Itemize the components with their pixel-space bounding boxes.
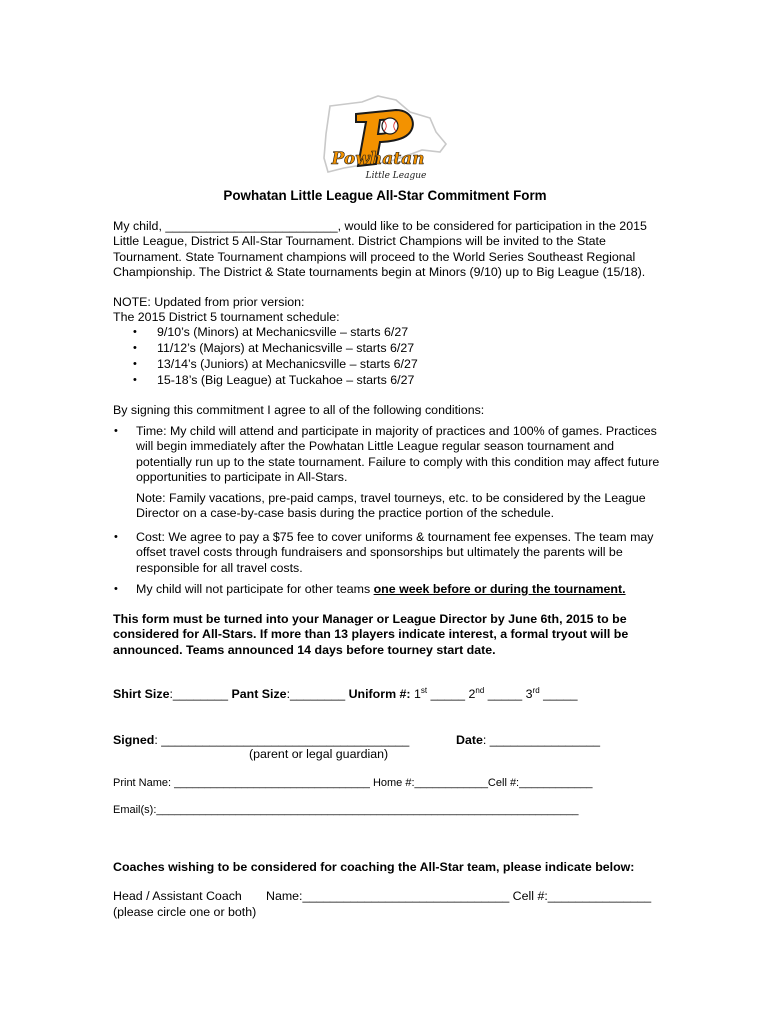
signature-field[interactable]: : ____________________________________ <box>154 733 410 747</box>
schedule-heading: The 2015 District 5 tournament schedule: <box>113 310 340 324</box>
third-choice-label: 3 <box>525 687 533 701</box>
date-line <box>456 733 600 748</box>
intro-paragraph: My child, _________________________, would like to be considered for participation in the 2015 Little League, District 5 All-Star Tournament. District Champions will be invited to the State Tournament. State Tournament champions will proceed to the World Series Southeast Regional Championship. The District & State tournaments begin at Minors (9/10) up to Big League (15/18). <box>113 219 647 280</box>
deadline-notice: This form must be turned into your Manager or League Director by June 6th, 2015 to be considered for All-Stars. If more than 13 players indicate interest, a formal tryout will be announced. Teams announced 14 days before tourney start date. <box>113 612 629 657</box>
coach-name-cell-line[interactable]: Name:______________________________ Cell #:_______________ <box>266 889 652 903</box>
condition-time-note: Note: Family vacations, pre-paid camps, travel tourneys, etc. to be considered by the League Director on a case-by-case basis during the practice portion of the schedule. <box>136 491 646 521</box>
second-choice-suffix: nd <box>475 685 485 695</box>
conditions-intro: By signing this commitment I agree to all of the following conditions: <box>113 403 485 417</box>
schedule-item: 9/10’s (Minors) at Mechanicsville – starts 6/27 <box>157 325 409 339</box>
uniform-number-label: Uniform #: <box>348 687 411 701</box>
date-label: Date <box>456 733 483 747</box>
guardian-note: (parent or legal guardian) <box>249 747 389 761</box>
schedule-item: 13/14’s (Juniors) at Mechanicsville – starts 6/27 <box>157 357 418 371</box>
other-teams-emphasis: one week before or during the tournament. <box>373 582 626 596</box>
emails-line[interactable]: Email(s):_____________________________________________________________________ <box>113 804 579 816</box>
bullet-icon: • <box>133 358 137 370</box>
third-choice-field[interactable]: _____ <box>539 687 578 701</box>
sizes-line <box>113 687 578 702</box>
bullet-icon: • <box>133 374 137 386</box>
powhatan-little-league-logo <box>318 92 452 188</box>
note-line: NOTE: Updated from prior version: <box>113 295 305 309</box>
coach-role-options[interactable]: Head / Assistant Coach <box>113 889 242 903</box>
signature-line <box>113 733 409 748</box>
pant-size-field[interactable]: :________ <box>286 687 349 701</box>
baseball-icon <box>382 118 398 134</box>
date-field[interactable]: : ________________ <box>482 733 601 747</box>
schedule-item: 15-18’s (Big League) at Tuckahoe – starts 6/27 <box>157 373 415 387</box>
bullet-icon: • <box>133 342 137 354</box>
condition-time: Time: My child will attend and participate in majority of practices and 100% of games. Practices will begin immediately after the Powhatan Little League regular season tournament and potentially run up to the state tournament. Failure to comply with this condition may affect future opportunities to participate in All-Stars. <box>136 424 660 485</box>
form-title: Powhatan Little League All-Star Commitment Form <box>223 188 547 203</box>
print-name-line[interactable]: Print Name: ________________________________ Home #:____________Cell #:____________ <box>113 777 593 789</box>
bullet-icon: • <box>114 531 118 543</box>
coaches-heading: Coaches wishing to be considered for coaching the All-Star team, please indicate below: <box>113 860 635 874</box>
condition-cost: Cost: We agree to pay a $75 fee to cover uniforms & tournament fee expenses. The team may offset travel costs through fundraisers and sponsorships but ultimately the parents will be responsible for all travel costs. <box>136 530 654 575</box>
signed-label: Signed <box>113 733 155 747</box>
shirt-size-field[interactable]: :________ <box>169 687 232 701</box>
second-choice-label: 2 <box>468 687 476 701</box>
first-choice-suffix: st <box>420 685 428 695</box>
circle-note: (please circle one or both) <box>113 905 257 919</box>
shirt-size-label: Shirt Size <box>113 687 170 701</box>
second-choice-field[interactable]: _____ <box>484 687 526 701</box>
bullet-icon: • <box>114 425 118 437</box>
bullet-icon: • <box>133 326 137 338</box>
pant-size-label: Pant Size <box>231 687 287 701</box>
other-teams-text: My child will not participate for other teams <box>136 582 374 596</box>
first-choice-field[interactable]: _____ <box>427 687 469 701</box>
bullet-icon: • <box>114 583 118 595</box>
condition-other-teams <box>136 582 626 597</box>
first-choice-label: 1 <box>410 687 421 701</box>
logo-sub-text: Little League <box>365 171 427 181</box>
logo-main-text: Powhatan <box>331 149 425 169</box>
third-choice-suffix: rd <box>532 685 540 695</box>
schedule-item: 11/12’s (Majors) at Mechanicsville – starts 6/27 <box>157 341 415 355</box>
